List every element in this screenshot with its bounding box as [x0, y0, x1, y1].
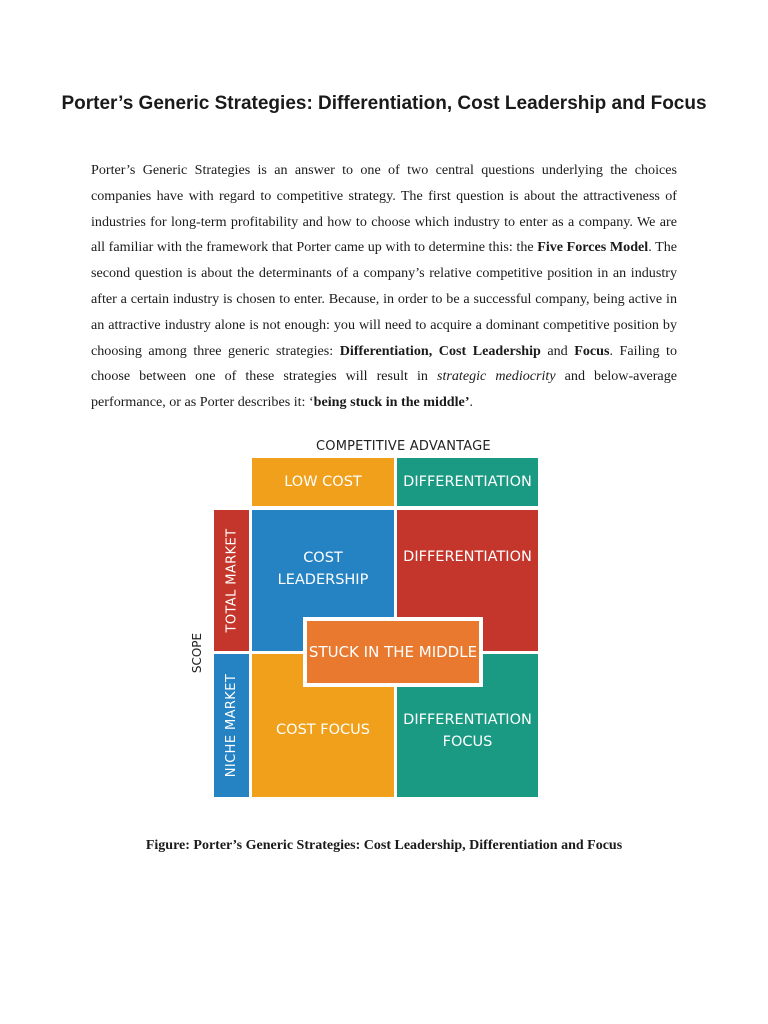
focus-term: Focus — [574, 342, 610, 359]
paragraph-text: . Failing to choose between one of these strategies will result in — [91, 342, 677, 385]
paragraph-text: and — [540, 342, 575, 359]
differentiation-cell-label: DIFFERENTIATION — [403, 548, 532, 565]
niche-market-bar — [214, 654, 249, 797]
paragraph-text: . The second question is about the determinants of a company’s relative competitive position in an industry after a certain industry is chosen to enter. Because, in order to be a successful company, being active in an attractive industry alone is not enough: you will need to acquire a dominant competitive position by choosing among three generic strategies: — [91, 239, 677, 359]
stuck-in-the-middle-box — [303, 617, 483, 687]
cost-leadership-term: Cost Leadership — [438, 342, 541, 359]
five-forces-model-term: Five Forces Model — [537, 239, 649, 256]
paragraph-text: and below-average performance, or as Porter describes it: ‘ — [91, 368, 677, 411]
competitive-advantage-axis-label: COMPETITIVE ADVANTAGE — [316, 439, 491, 454]
differentiation-focus-line2: FOCUS — [442, 733, 493, 750]
differentiation-term: Differentiation — [339, 342, 429, 359]
paragraph-text: Porter’s Generic Strategies is an answer to one of two central questions underlying the choices companies have with regard to competitive strategy. The first question is about the attractiveness of industries for long-term profitability and how to choose which industry to enter as a company. We are all familiar with the framework that Porter came up with to determine this: the — [91, 162, 677, 256]
page-title: Porter’s Generic Strategies: Differentiation, Cost Leadership and Focus — [61, 93, 707, 114]
scope-axis-text: SCOPE — [190, 632, 204, 674]
generic-strategies-figure — [190, 433, 550, 803]
differentiation-focus-line1: DIFFERENTIATION — [403, 711, 532, 728]
strategic-mediocrity-term: strategic mediocrity — [436, 368, 556, 385]
figure-caption: Figure: Porter’s Generic Strategies: Cost Leadership, Differentiation and Focus — [145, 838, 623, 853]
low-cost-label: LOW COST — [284, 474, 362, 490]
cost-leadership-line2: LEADERSHIP — [277, 571, 369, 588]
cost-leadership-line1: COST — [303, 549, 343, 566]
stuck-in-the-middle-label: STUCK IN THE MIDDLE — [308, 643, 478, 661]
niche-market-label: NICHE MARKET — [224, 673, 240, 778]
intro-paragraph — [91, 158, 677, 416]
cost-focus-label: COST FOCUS — [276, 721, 370, 738]
total-market-label: TOTAL MARKET — [224, 528, 239, 633]
paragraph-text: , — [428, 342, 439, 359]
stuck-in-the-middle-quote: being stuck in the middle’ — [313, 394, 470, 411]
low-cost-header — [252, 458, 394, 506]
differentiation-header-label: DIFFERENTIATION — [403, 474, 532, 490]
total-market-bar — [214, 510, 249, 651]
differentiation-header — [397, 458, 538, 506]
paragraph-text: . — [469, 394, 474, 411]
